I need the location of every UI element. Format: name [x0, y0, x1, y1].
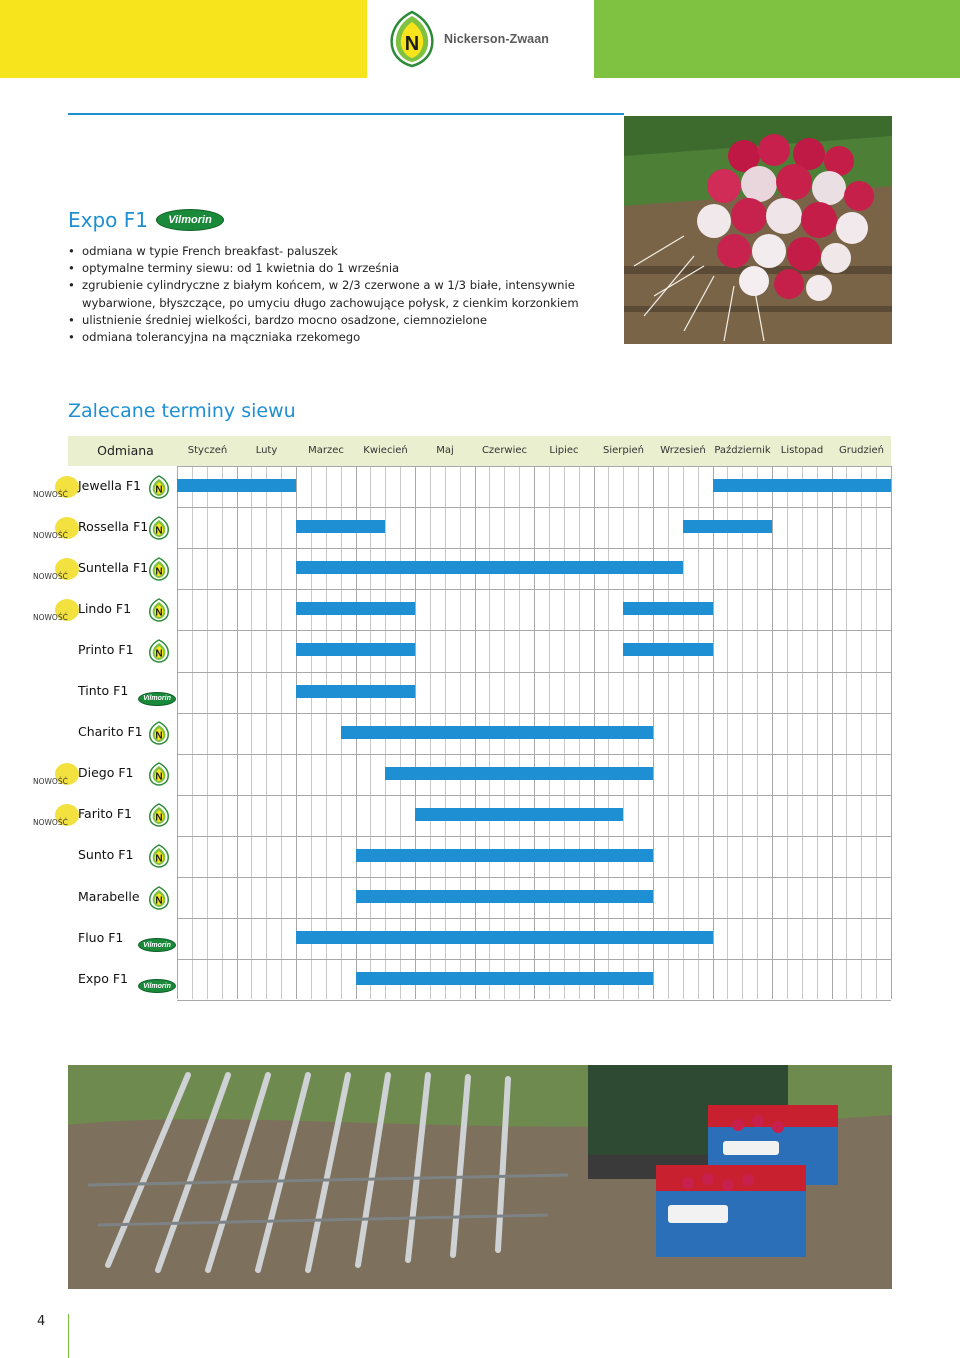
page-number: 4: [37, 1314, 46, 1329]
row-gridline: [177, 672, 891, 673]
month-header: Sierpień: [602, 445, 644, 456]
sowing-period-bar: [296, 561, 683, 574]
row-gridline: [177, 959, 891, 960]
month-header: Maj: [436, 445, 454, 456]
sowing-period-bar: [356, 890, 654, 903]
row-gridline: [177, 754, 891, 755]
variety-name: Suntella F1: [78, 559, 149, 575]
vilmorin-brand-logo: [138, 973, 176, 994]
row-gridline: [177, 630, 891, 631]
page-number-divider: [68, 1314, 69, 1358]
svg-text:N: N: [155, 853, 163, 865]
variety-name: Diego F1: [78, 765, 134, 781]
month-gridline: [891, 466, 892, 999]
variety-name: Rossella F1: [78, 518, 149, 534]
week-gridline: [668, 466, 669, 999]
month-header: Kwiecień: [363, 445, 408, 456]
row-gridline: [177, 548, 891, 549]
month-gridline: [713, 466, 714, 999]
nickerson-zwaan-logo-icon: [148, 886, 170, 914]
nickerson-zwaan-logo-icon: [148, 803, 170, 831]
vilmorin-brand-logo: [138, 685, 176, 706]
variety-column-header: Odmiana: [97, 443, 154, 458]
svg-text:N: N: [155, 648, 163, 660]
month-header: Luty: [255, 445, 278, 456]
sowing-period-bar: [356, 972, 654, 985]
month-gridline: [772, 466, 773, 999]
variety-name: Expo F1: [78, 970, 128, 986]
vilmorin-brand-label: Vilmorin: [138, 938, 176, 952]
sowing-period-bar: [296, 520, 385, 533]
variety-name: Lindo F1: [78, 600, 132, 616]
week-gridline: [846, 466, 847, 999]
variety-name: Fluo F1: [78, 929, 124, 945]
sowing-period-bar: [296, 685, 415, 698]
week-gridline: [326, 466, 327, 999]
product-title: Expo F1: [68, 208, 148, 232]
variety-name: Printo F1: [78, 641, 134, 657]
month-header: Wrzesień: [660, 445, 706, 456]
week-gridline: [207, 466, 208, 999]
radish-bunch-photo: [624, 116, 892, 344]
month-gridline: [653, 466, 654, 999]
svg-text:N: N: [404, 33, 420, 55]
week-gridline: [817, 466, 818, 999]
variety-name: Jewella F1: [78, 477, 142, 493]
company-logo: [388, 10, 549, 68]
row-gridline: [177, 507, 891, 508]
sowing-period-bar: [296, 602, 415, 615]
sowing-period-bar: [177, 479, 296, 492]
svg-text:N: N: [155, 812, 163, 824]
row-gridline: [177, 466, 891, 467]
new-badge-label: NOWOŚĆ: [33, 612, 68, 622]
month-header: Listopad: [780, 445, 824, 456]
vilmorin-logo: Vilmorin: [156, 209, 224, 231]
variety-name: Farito F1: [78, 806, 132, 822]
feature-item: • odmiana tolerancyjna na mączniaka rzekomego: [68, 329, 618, 346]
week-gridline: [727, 466, 728, 999]
week-gridline: [251, 466, 252, 999]
new-badge-label: NOWOŚĆ: [33, 571, 68, 581]
product-features-list: [68, 243, 618, 346]
sowing-period-bar: [296, 643, 415, 656]
variety-name: Charito F1: [78, 724, 143, 740]
nickerson-zwaan-logo-icon: [148, 762, 170, 790]
row-gridline: [177, 1000, 891, 1001]
month-header: Styczeń: [187, 445, 228, 456]
week-gridline: [861, 466, 862, 999]
week-gridline: [757, 466, 758, 999]
schedule-grid: [177, 466, 891, 999]
month-header: Grudzień: [838, 445, 885, 456]
variety-name: Sunto F1: [78, 847, 134, 863]
sowing-period-bar: [623, 602, 712, 615]
month-gridline: [832, 466, 833, 999]
row-gridline: [177, 877, 891, 878]
month-header: Lipiec: [549, 445, 579, 456]
nickerson-zwaan-logo-icon: [148, 557, 170, 585]
svg-text:N: N: [155, 525, 163, 537]
week-gridline: [698, 466, 699, 999]
feature-item: • odmiana w typie French breakfast- paluszek: [68, 243, 618, 260]
week-gridline: [876, 466, 877, 999]
vilmorin-brand-label: Vilmorin: [138, 692, 176, 706]
nickerson-zwaan-logo-icon: [148, 639, 170, 667]
svg-text:N: N: [155, 607, 163, 619]
feature-item: • ulistnienie średniej wielkości, bardzo mocno osadzone, ciemnozielone: [68, 312, 618, 329]
new-badge-label: NOWOŚĆ: [33, 818, 68, 828]
month-gridline: [177, 466, 178, 999]
nickerson-zwaan-logo-icon: [148, 516, 170, 544]
month-header: Czerwiec: [481, 445, 528, 456]
week-gridline: [742, 466, 743, 999]
new-badge-label: NOWOŚĆ: [33, 530, 68, 540]
sowing-period-bar: [341, 726, 653, 739]
month-gridline: [237, 466, 238, 999]
week-gridline: [787, 466, 788, 999]
sowing-period-bar: [415, 808, 623, 821]
row-gridline: [177, 795, 891, 796]
svg-text:N: N: [155, 730, 163, 742]
row-gridline: [177, 713, 891, 714]
variety-name: Tinto F1: [78, 683, 129, 699]
row-gridline: [177, 836, 891, 837]
vilmorin-brand-logo: [138, 932, 176, 953]
new-badge-label: NOWOŚĆ: [33, 489, 68, 499]
harvest-machine-photo: [68, 1065, 892, 1289]
week-gridline: [683, 466, 684, 999]
svg-text:N: N: [155, 771, 163, 783]
header-green-band: [594, 0, 960, 78]
sowing-period-bar: [385, 767, 653, 780]
month-gridline: [296, 466, 297, 999]
nickerson-zwaan-logo-icon: [148, 721, 170, 749]
svg-text:N: N: [155, 566, 163, 578]
top-divider: [68, 113, 624, 115]
feature-item: • optymalne terminy siewu: od 1 kwietnia do 1 września: [68, 260, 618, 277]
week-gridline: [311, 466, 312, 999]
svg-text:N: N: [155, 484, 163, 496]
nickerson-zwaan-logo-icon: [148, 598, 170, 626]
sowing-period-bar: [296, 931, 713, 944]
svg-text:N: N: [155, 895, 163, 907]
row-gridline: [177, 589, 891, 590]
month-header: Marzec: [308, 445, 344, 456]
month-header: Październik: [714, 445, 771, 456]
row-gridline: [177, 918, 891, 919]
schedule-title: Zalecane terminy siewu: [68, 400, 296, 422]
week-gridline: [281, 466, 282, 999]
nickerson-zwaan-logo-icon: [148, 475, 170, 503]
nickerson-zwaan-leaf-icon: [388, 10, 436, 68]
nickerson-zwaan-logo-icon: [148, 844, 170, 872]
sowing-period-bar: [683, 520, 772, 533]
week-gridline: [266, 466, 267, 999]
week-gridline: [222, 466, 223, 999]
feature-item: • zgrubienie cylindryczne z białym końcem, w 2/3 czerwone a w 1/3 białe, intensywnie wybarwione, błyszczące, po umyciu długo zachowujące połysk, z cienkim korzonkiem: [68, 277, 618, 311]
sowing-period-bar: [623, 643, 712, 656]
sowing-period-bar: [713, 479, 892, 492]
product-heading: [68, 208, 224, 232]
schedule-header-row: [68, 436, 891, 466]
company-name: Nickerson-Zwaan: [444, 32, 550, 46]
variety-name: Marabelle: [78, 888, 140, 904]
week-gridline: [192, 466, 193, 999]
header-yellow-band: [0, 0, 367, 78]
sowing-period-bar: [356, 849, 654, 862]
vilmorin-brand-label: Vilmorin: [138, 979, 176, 993]
new-badge-label: NOWOŚĆ: [33, 777, 68, 787]
week-gridline: [802, 466, 803, 999]
